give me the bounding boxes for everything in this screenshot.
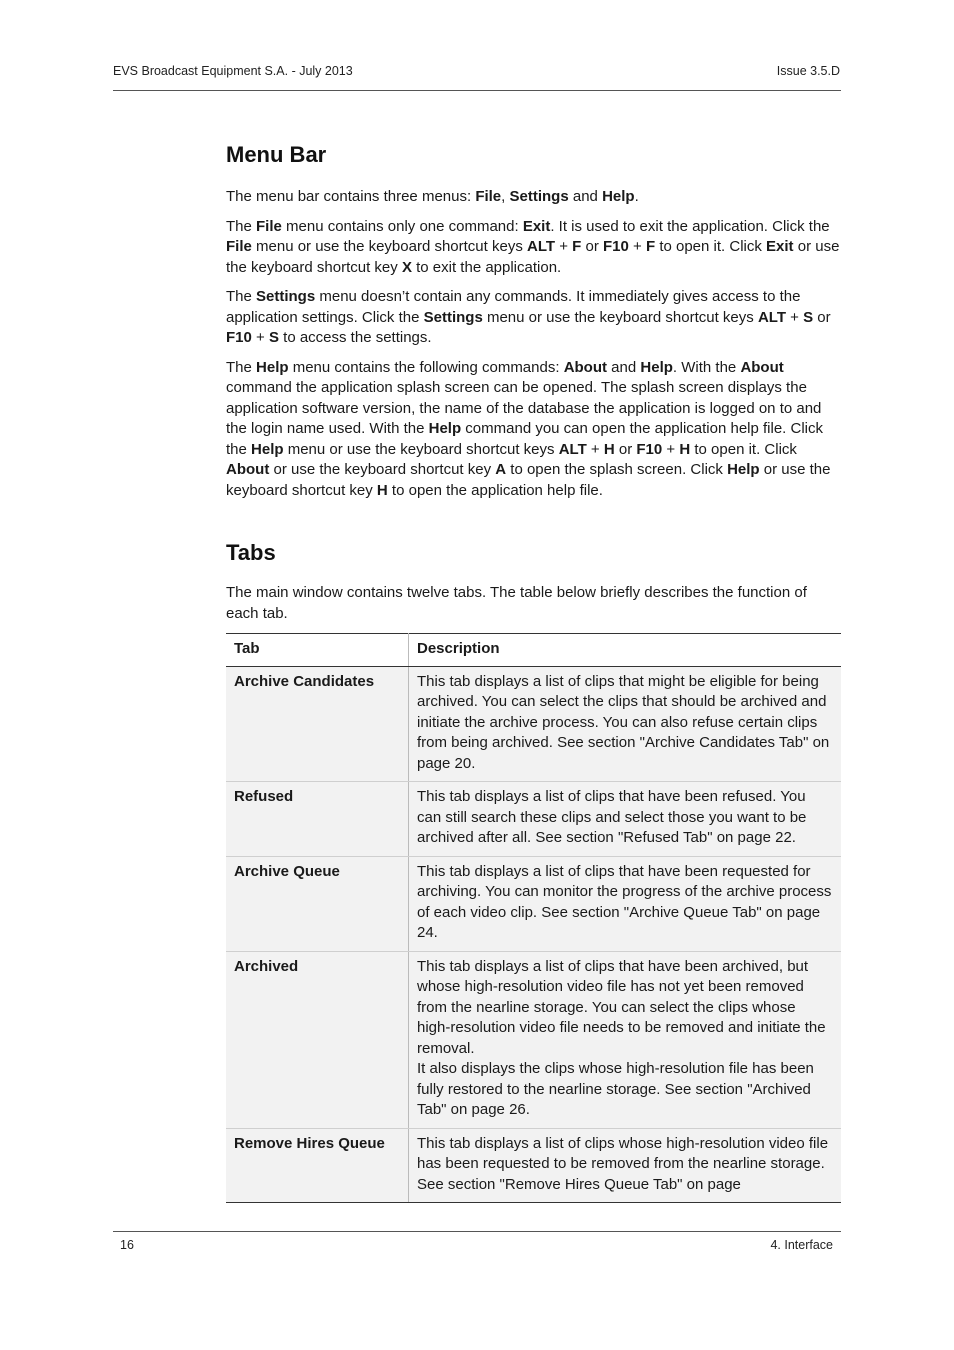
column-header-tab: Tab <box>226 634 409 667</box>
description-line: It also displays the clips whose high-resolution file has been fully restored to the nearline storage. See section "Archived Tab" on page 26. <box>417 1060 814 1118</box>
description-line: This tab displays a list of clips that have been archived, but whose high-resolution video file has not yet been removed from the nearline storage. You can select the clips whose high-resolution video file needs to be removed and initiate the removal. <box>417 957 826 1057</box>
text-run: menu contains only one command: <box>281 217 523 235</box>
text-run: or <box>614 440 637 458</box>
text-run: The <box>226 217 257 235</box>
text-run: to exit the application. <box>411 258 562 276</box>
text-run: or use the keyboard shortcut key <box>226 461 831 499</box>
text-run: to open it. Click <box>690 440 797 458</box>
bold-term: Help <box>428 420 462 437</box>
tab-description-cell <box>409 666 842 782</box>
tab-description-cell <box>409 1128 842 1203</box>
menu-bar-paragraph-1 <box>226 187 842 208</box>
tab-name-cell: Archive Candidates <box>226 666 409 782</box>
text-run: menu or use the keyboard shortcut keys <box>283 440 559 458</box>
footer-divider <box>113 1231 841 1232</box>
text-run: command the application splash screen can be opened. The splash screen displays the application software version, the name of the database the application is logged on to and the login name used. With the <box>226 379 822 437</box>
chapter-label: 4. Interface <box>770 1238 833 1252</box>
text-run: + <box>586 440 604 458</box>
menu-bar-paragraph-4 <box>226 358 842 502</box>
page-number: 16 <box>120 1238 134 1252</box>
tabs-heading: Tabs <box>226 540 276 565</box>
bold-term: Help <box>640 358 673 376</box>
bold-term: About <box>740 358 784 376</box>
text-run: . It is used to exit the application. Click the <box>550 217 830 235</box>
header-left: EVS Broadcast Equipment S.A. - July 2013 <box>113 64 353 78</box>
text-run: menu or use the keyboard shortcut keys <box>482 308 758 326</box>
bold-term: Help <box>256 358 289 376</box>
table-row <box>226 782 841 857</box>
bold-term: H <box>376 481 388 499</box>
bold-term: ALT <box>527 238 556 255</box>
bold-term: ALT <box>558 440 587 458</box>
menu-bar-heading: Menu Bar <box>226 142 327 167</box>
bold-term: F <box>645 238 656 255</box>
text-run: command you can open the application help file. Click the <box>226 420 824 458</box>
description-line: This tab displays a list of clips that have been requested for archiving. You can monitor the progress of the archive process of each video clip. See section "Archive Queue Tab" on page 24. <box>417 862 832 941</box>
menu-bar-paragraph-3 <box>226 287 842 349</box>
tab-description-cell <box>409 951 842 1128</box>
page-footer <box>120 1238 833 1252</box>
tab-name-cell: Remove Hires Queue <box>226 1128 409 1203</box>
tab-name-cell: Archived <box>226 951 409 1128</box>
text-run: or <box>581 238 604 255</box>
table-row <box>226 856 841 951</box>
bold-term: File <box>256 217 282 235</box>
bold-term: Help <box>727 461 760 478</box>
page-header <box>113 64 840 78</box>
tab-description-cell <box>409 856 842 951</box>
bold-term: File <box>475 188 502 205</box>
text-run: The menu bar contains three menus: <box>226 188 476 205</box>
bold-term: Settings <box>423 308 483 326</box>
bold-term: H <box>679 440 691 458</box>
text-run: or use the keyboard shortcut key <box>269 461 496 478</box>
table-row <box>226 666 841 782</box>
text-run: menu doesn’t contain any commands. It immediately gives access to the application settings. Click the <box>226 288 801 326</box>
text-run: to access the settings. <box>278 329 432 346</box>
text-run: and <box>568 188 603 205</box>
bold-term: X <box>401 258 412 276</box>
table-header-row <box>226 634 841 667</box>
bold-term: S <box>268 329 279 346</box>
header-right: Issue 3.5.D <box>776 64 840 78</box>
text-run: and <box>607 358 641 376</box>
text-run: or use the keyboard shortcut key <box>226 238 840 276</box>
bold-term: H <box>603 440 615 458</box>
menu-bar-paragraph-2 <box>226 217 842 279</box>
bold-term: About <box>226 461 270 478</box>
text-run: to open it. Click <box>655 238 767 255</box>
bold-term: File <box>226 238 252 255</box>
text-run: . <box>634 188 639 205</box>
bold-term: F <box>572 238 582 255</box>
bold-term: S <box>803 308 814 326</box>
tabs-table <box>226 633 841 1203</box>
tabs-intro: The main window contains twelve tabs. The table below briefly describes the function of each tab. <box>226 584 807 622</box>
text-run: . With the <box>672 358 741 376</box>
text-run: menu or use the keyboard shortcut keys <box>251 238 527 255</box>
bold-term: F10 <box>226 329 252 346</box>
text-run: menu contains the following commands: <box>288 358 564 376</box>
text-run: The <box>226 288 257 305</box>
description-line: This tab displays a list of clips whose high-resolution video file has been requested to be removed from the nearline storage. See section "Remove Hires Queue Tab" on page <box>417 1134 829 1193</box>
text-run: + <box>555 238 573 255</box>
header-divider <box>113 90 841 91</box>
tab-name-cell: Archive Queue <box>226 856 409 951</box>
column-header-description: Description <box>409 634 842 667</box>
bold-term: ALT <box>757 308 786 326</box>
table-body <box>226 666 841 1203</box>
tab-description-cell <box>409 782 842 857</box>
text-run: or <box>813 308 831 326</box>
text-run: , <box>501 188 510 205</box>
text-run: + <box>251 329 269 346</box>
bold-term: Exit <box>522 217 551 235</box>
text-run: + <box>786 308 804 326</box>
text-run: to open the application help file. <box>387 481 603 499</box>
tab-name-cell: Refused <box>226 782 409 857</box>
text-run: + <box>662 440 680 458</box>
text-run: + <box>628 238 646 255</box>
bold-term: Exit <box>766 238 794 255</box>
bold-term: F10 <box>603 238 629 255</box>
bold-term: F10 <box>636 440 663 458</box>
bold-term: Settings <box>509 188 569 205</box>
bold-term: Help <box>251 440 284 458</box>
bold-term: About <box>563 358 608 376</box>
table-row <box>226 1128 841 1203</box>
bold-term: Help <box>602 188 635 205</box>
bold-term: Settings <box>256 288 316 305</box>
bold-term: A <box>495 461 507 478</box>
table-row <box>226 951 841 1128</box>
page-content <box>226 140 842 1203</box>
description-line: This tab displays a list of clips that might be eligible for being archived. You can select the clips that should be archived and initiate the archive process. You can also refuse certain clips from being archived. See section "Archive Candidates Tab" on page 20. <box>417 672 830 772</box>
text-run: to open the splash screen. Click <box>506 461 728 478</box>
description-line: This tab displays a list of clips that have been refused. You can still search these clips and select those you want to be archived after all. See section "Refused Tab" on page 22. <box>417 788 807 846</box>
text-run: The <box>226 358 257 376</box>
